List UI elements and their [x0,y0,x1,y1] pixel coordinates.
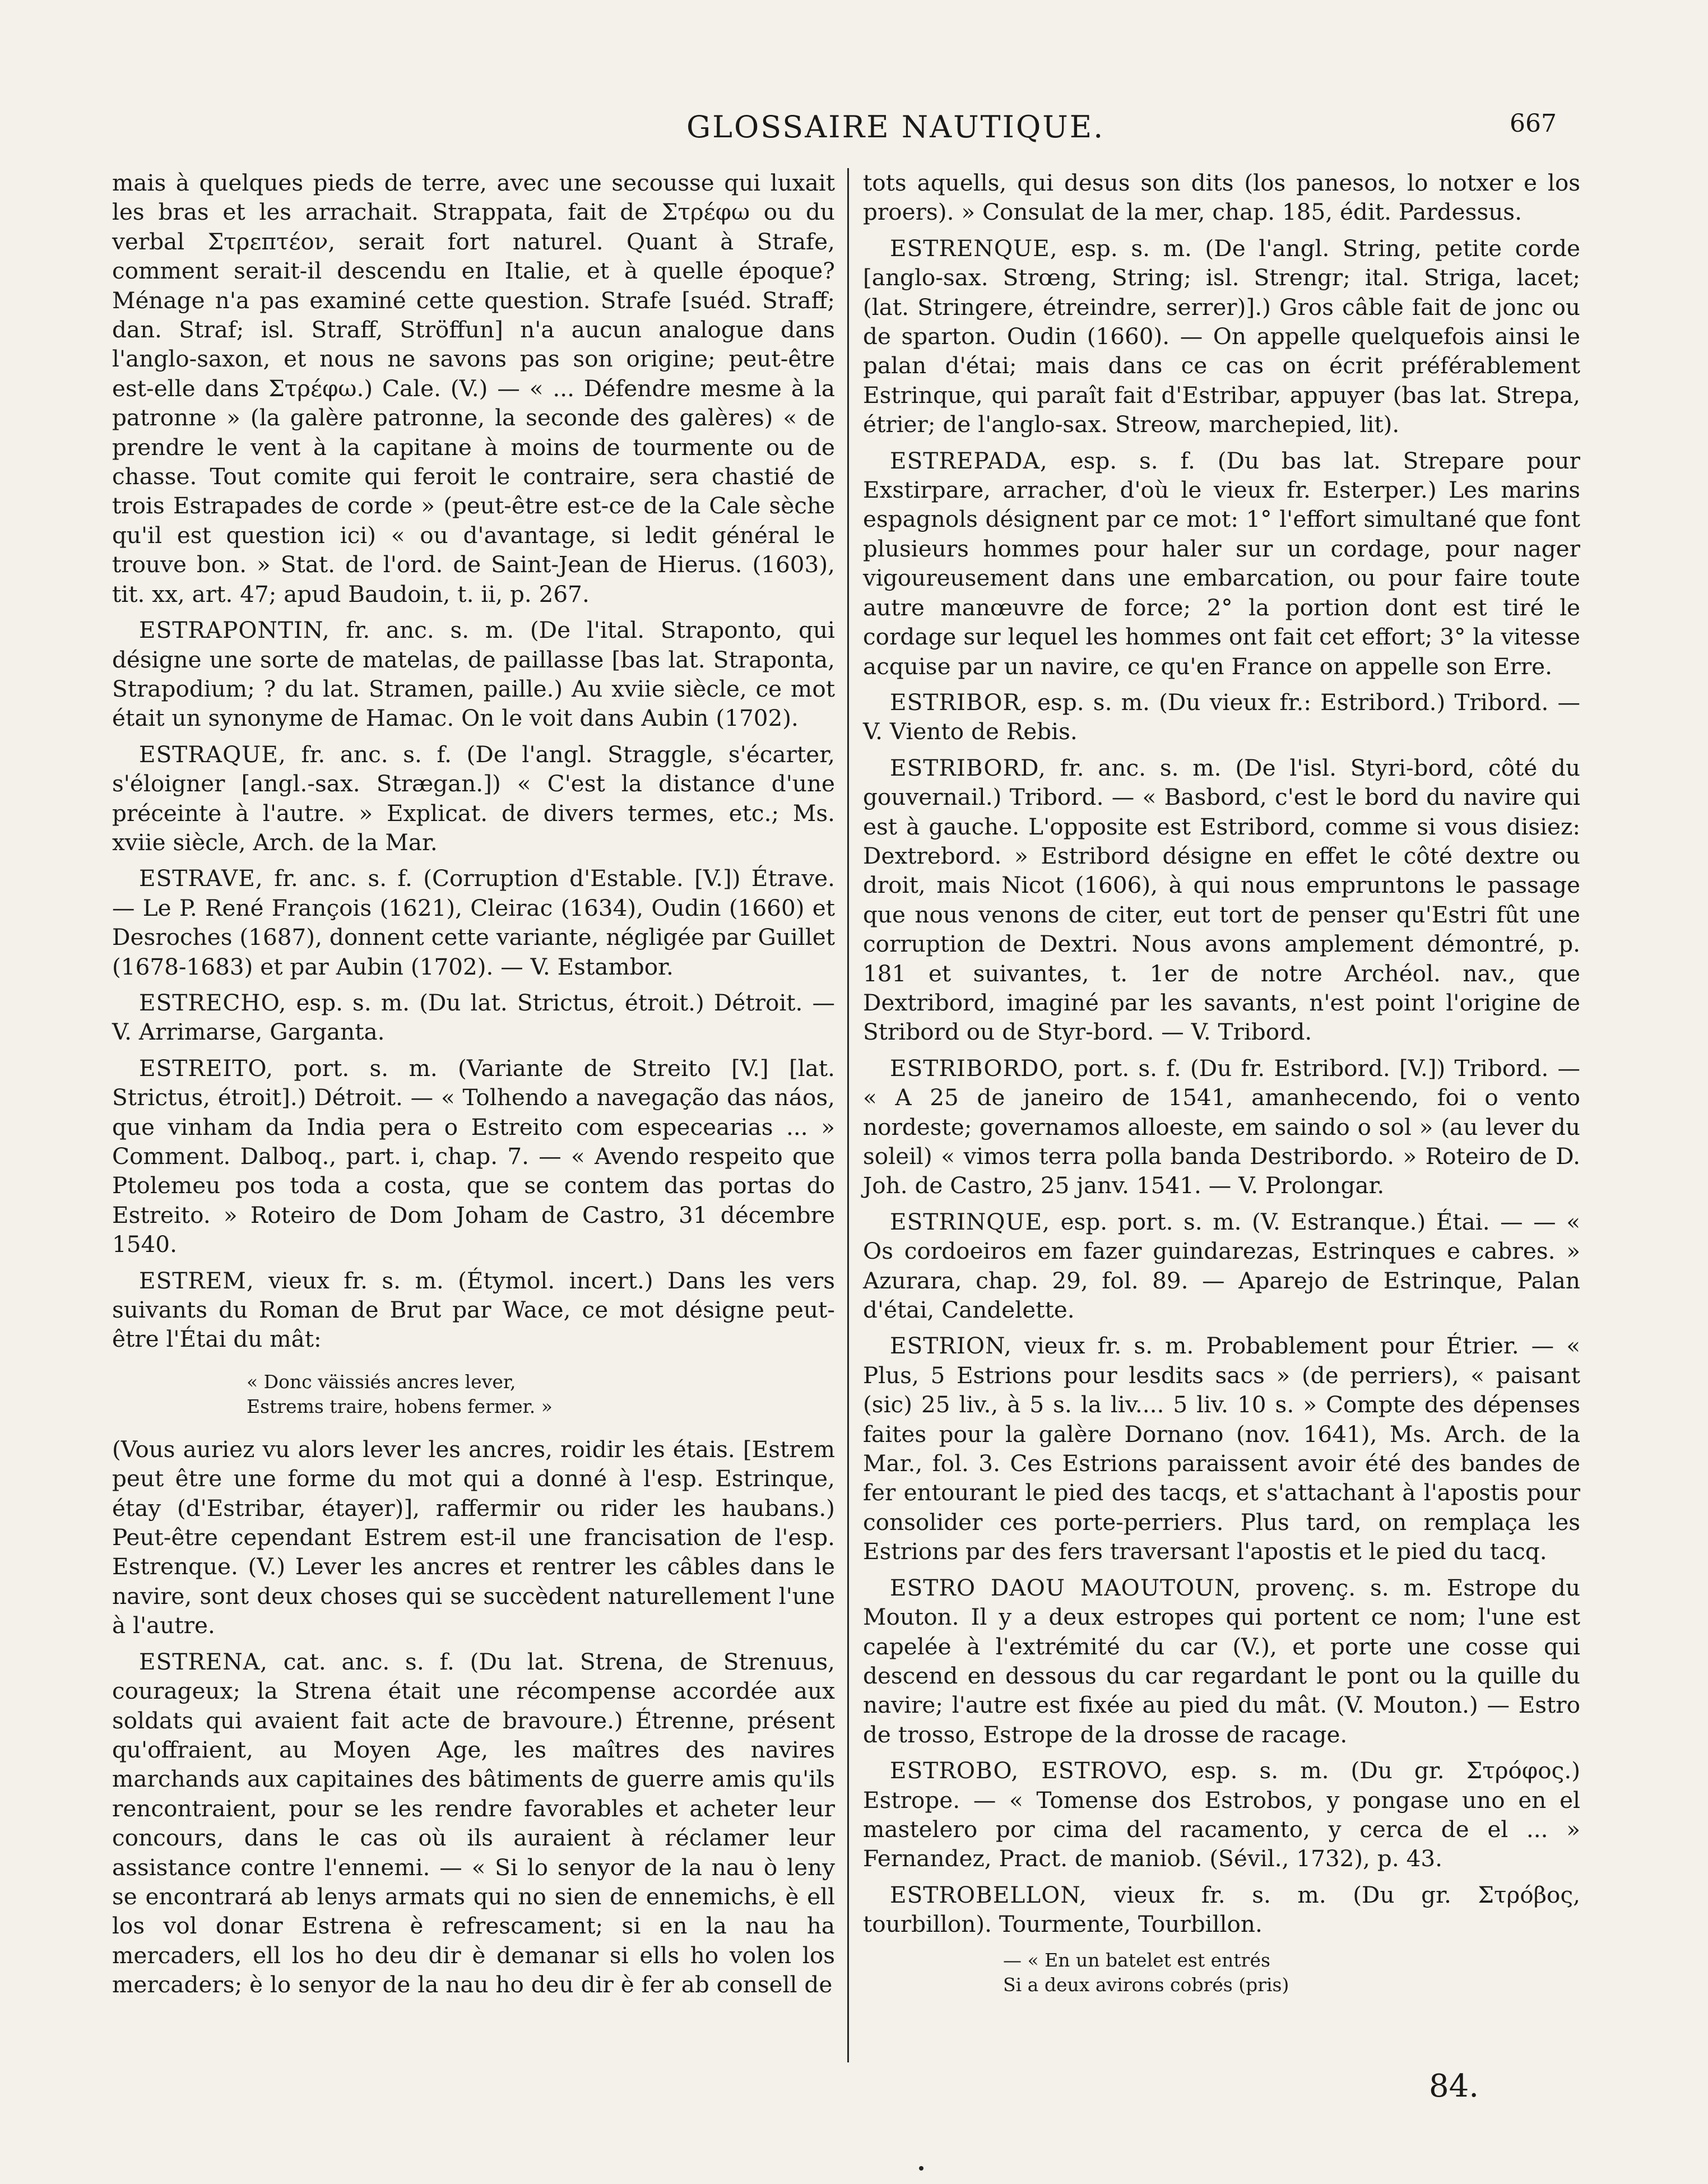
entry-headword: ESTRIBORD, [890,754,1046,781]
glossary-entry [863,1573,1580,1749]
entry-body: fr. anc. s. m. (De l'isl. Styri-bord, côté du gouvernail.) Tribord. — « Basbord, c'est le bord du navire qui est à gauche. L'opposite est Estribord, comme si vous disiez: Dextrebord. » Estribord désigne en effet le côté dextre ou droit, mais Nicot (1606), à qui nous empruntons le passage que nous venons de citer, eut tort de penser qu'Estri fût une corruption de Dextri. Nous avons amplement démontré, p. 181 et suivantes, t. 1er de notre Archéol. nav., que Dextribord, imaginé par les savants, n'est point l'origine de Stribord ou de Styr-bord. — V. Tribord. [863,754,1580,1046]
entry-body: fr. anc. s. m. (De l'ital. Straponto, qui désigne une sorte de matelas, de paillasse [bas lat. Straponta, Strapodium; ? du lat. Stramen, paille.) Au xviie siècle, ce mot était un synonyme de Hamac. On le voit dans Aubin (1702). [112,616,835,732]
entry-body: tots aquells, qui desus son dits (los panesos, lo notxer e los proers). » Consulat de la mer, chap. 185, édit. Pardessus. [863,169,1580,226]
glossary-entry [112,740,835,857]
continuation-text [112,168,835,609]
entry-body: esp. s. f. (Du bas lat. Strepare pour Exstirpare, arracher, d'où le vieux fr. Esterper.) Les marins espagnols désignent par ce mot: 1° l'effort simultané que font plusieurs hommes pour haler sur un cordage, pour nager vigoureusement dans une embarcation, ou pour faire toute autre manœuvre de force; 2° la portion dont est tiré le cordage sur lequel les hommes ont fait cet effort; 3° la vitesse acquise par un navire, ce qu'en France on appelle son Erre. [863,447,1580,680]
entry-headword: ESTRIBORDO, [890,1054,1065,1082]
ink-dot [919,2166,923,2171]
glossary-entry [863,1207,1580,1325]
entry-headword: ESTREPADA, [890,447,1048,474]
verse-line: Si a deux avirons cobrés (pris) [1003,1973,1289,1996]
entry-body: (Vous auriez vu alors lever les ancres, roidir les étais. [Estrem peut être une forme du mot qui a donné à l'esp. Estrinque, étay (d'Estribar, étayer)], raffermir ou rider les haubans.) Peut-être cependant Estrem est-il une francisation de l'esp. Estrenque. (V.) Lever les ancres et rentrer les câbles dans le navire, sont deux choses qui se succèdent naturellement l'une à l'autre. [112,1435,835,1639]
entry-body: provenç. s. m. Estrope du Mouton. Il y a deux estropes qui portent ce nom; l'une est capelée à l'extrémité du car (V.), et porte une cosse qui descend en dessous du car regardant le pont ou la quille du navire; l'autre est fixée au pied du mât. (V. Mouton.) — Estro de trosso, Estrope de la drosse de racage. [863,1574,1580,1748]
entry-headword: ESTROBO, ESTROVO, [890,1757,1169,1784]
verse-line: « Donc väissiés ancres lever, [247,1370,516,1393]
entry-headword: ESTRECHO, [139,989,287,1016]
continuation-text [112,1435,835,1640]
entry-body: esp. s. m. (Du lat. Strictus, étroit.) Détroit. — V. Arrimarse, Garganta. [112,989,835,1046]
glossary-entry [863,1054,1580,1200]
right-column [863,168,1580,1997]
glossary-entry [112,864,835,981]
entry-headword: ESTROBELLON, [890,1881,1088,1908]
left-column [112,168,835,2006]
entry-headword: ESTRAPONTIN, [139,616,330,644]
signature-mark: 84. [1429,2068,1479,2104]
glossary-entry [112,1647,835,2000]
entry-headword: ESTREM, [139,1267,254,1294]
entry-headword: ESTRAQUE, [139,740,286,768]
glossary-entry [112,615,835,733]
entry-body: port. s. m. (Variante de Streito [V.] [lat. Strictus, étroit].) Détroit. — « Tolhendo a navegação das náos, que vinham da India pera o Estreito com especearias ... » Comment. Dalboq., part. i, chap. 7. — « Avendo respeito que Ptolemeu pos toda a costa, que se contem das portas do Estreito. » Roteiro de Dom Joham de Castro, 31 décembre 1540. [112,1054,835,1258]
glossary-entry [863,1331,1580,1566]
glossary-entry [863,753,1580,1047]
glossary-entry [112,1266,835,1354]
entry-body: cat. anc. s. f. (Du lat. Strena, de Strenuus, courageux; la Strena était une récompense accordée aux soldats qui avaient fait acte de bravoure.) Étrenne, présent qu'offraient, au Moyen Age, les maîtres des navires marchands aux capitaines des bâtiments de guerre amis qu'ils rencontraient, pour se les rendre favorables et acheter leur concours, dans le cas où ils auraient à réclamer leur assistance contre l'ennemi. — « Si lo senyor de la nau ò leny se encontrará ab lenys armats qui no sien de ennemichs, è ell los vol donar Estrena è refrescament; si en la nau ha mercaders, ell los ho deu dir è demanar si ells ho volen los mercaders; è lo senyor de la nau ho deu dir è fer ab consell de [112,1648,835,1998]
entry-body: vieux fr. s. m. Probablement pour Étrier. — « Plus, 5 Estrions pour lesdits sacs » (de perriers), « paisant (sic) 25 liv., à 5 s. la liv.... 5 liv. 10 s. » Compte des dépenses faites pour la galère Dornano (nov. 1641), Ms. Arch. de la Mar., fol. 3. Ces Estrions paraissent avoir été des bandes de fer entourant le pied des tacqs, et s'attachant à l'apostis pour consolider ces porte-perriers. Plus tard, on remplaça les Estrions par des fers traversant l'apostis et le pied du tacq. [863,1332,1580,1565]
verse-line: Estrems traire, hobens fermer. » [247,1395,553,1417]
glossary-entry [863,1756,1580,1874]
glossary-entry [112,1054,835,1259]
running-title: GLOSSAIRE NAUTIQUE. [686,109,1105,145]
entry-headword: ESTRAVE, [139,865,263,892]
glossary-entry [863,688,1580,746]
glossary-entry [863,1880,1580,1939]
column-divider [847,168,849,2062]
entry-body: fr. anc. s. f. (Corruption d'Estable. [V.]) Étrave. — Le P. René François (1621), Cleirac (1634), Oudin (1660) et Desroches (1687), donnent cette variante, négligée par Guillet (1678-1683) et par Aubin (1702). — V. Estambor. [112,865,835,980]
entry-headword: ESTRENQUE, [890,234,1058,262]
entry-body: esp. s. m. (Du gr. Στρόφος.) Estrope. — « Tomense dos Estrobos, y pongase uno en el mastelero por cima del racamento, y cerca de el ... » Fernandez, Pract. de maniob. (Sévil., 1732), p. 43. [863,1757,1581,1872]
entry-body: esp. s. m. (De l'angl. String, petite corde [anglo-sax. Strœng, String; isl. Strengr; ital. Striga, lacet; (lat. Stringere, étreindre, serrer)].) Gros câble fait de jonc ou de sparton. Oudin (1660). — On appelle quelquefois ainsi le palan d'étai; mais dans ce cas on écrit préférablement Estrinque, qui paraît fait d'Estribar, appuyer (bas lat. Strepa, étrier; de l'anglo-sax. Streow, marchepied, lit). [863,234,1580,438]
continuation-text [863,168,1580,227]
entry-body: esp. port. s. m. (V. Estranque.) Étai. — — « Os cordoeiros em fazer guindarezas, Estrinques e cabres. » Azurara, chap. 29, fol. 89. — Aparejo de Estrinque, Palan d'étai, Candelette. [863,1208,1580,1324]
entry-body: mais à quelques pieds de terre, avec une secousse qui luxait les bras et les arrachait. Strappata, fait de Στρέφω ou du verbal Στρεπτέον, serait fort naturel. Quant à Strafe, comment serait-il descendu en Italie, et à quelle époque? Ménage n'a pas examiné cette question. Strafe [suéd. Straff; dan. Straf; isl. Straff, Ströffun] n'a aucun analogue dans l'anglo-saxon, et nous ne savons pas son origine; peut-être est-elle dans Στρέφω.) Cale. (V.) — « ... Défendre mesme à la patronne » (la galère patronne, la seconde des galères) « de prendre le vent à la capitane à moins de tourmente ou de chasse. Tout comite qui feroit le contraire, sera chastié de trois Estrapades de corde » (peut-être est-ce de la Cale sèche qu'il est question ici) « ou d'avantage, si ledit général le trouve bon. » Stat. de l'ord. de Saint-Jean de Hierus. (1603), tit. xx, art. 47; apud Baudoin, t. ii, p. 267. [112,169,835,608]
entry-body: port. s. f. (Du fr. Estribord. [V.]) Tribord. — « A 25 de janeiro de 1541, amanhecendo, foi o vento nordeste; governamos alloeste, em saindo o sol » (au lever du soleil) « vimos terra polla banda Destribordo. » Roteiro de D. Joh. de Castro, 25 janv. 1541. — V. Prolongar. [863,1054,1580,1199]
glossary-entry [863,234,1580,439]
entry-headword: ESTREITO, [139,1054,274,1082]
page-number: 667 [1510,109,1557,138]
verse-quote [1003,1948,1580,1997]
entry-body: fr. anc. s. f. (De l'angl. Straggle, s'écarter, s'éloigner [angl.-sax. Strægan.]) « C'est la distance d'une préceinte à l'autre. » Explicat. de divers termes, etc.; Ms. xviie siècle, Arch. de la Mar. [112,740,835,856]
entry-headword: ESTRINQUE, [890,1208,1051,1235]
glossary-entry [863,446,1580,681]
entry-headword: ESTRENA, [139,1648,268,1675]
entry-headword: ESTRO DAOU MAOUTOUN, [890,1574,1242,1601]
entry-headword: ESTRIBOR, [890,688,1028,716]
verse-quote [247,1370,835,1419]
glossary-entry [112,988,835,1047]
entry-body: vieux fr. s. m. (Étymol. incert.) Dans les vers suivants du Roman de Brut par Wace, ce mot désigne peut-être l'Étai du mât: [112,1267,835,1353]
verse-line: — « En un batelet est entrés [1003,1949,1270,1971]
entry-headword: ESTRION, [890,1332,1012,1360]
entry-body: vieux fr. s. m. (Du gr. Στρόβος, tourbillon). Tourmente, Tourbillon. [863,1881,1580,1938]
entry-body: esp. s. m. (Du vieux fr.: Estribord.) Tribord. — V. Viento de Rebis. [863,688,1580,745]
